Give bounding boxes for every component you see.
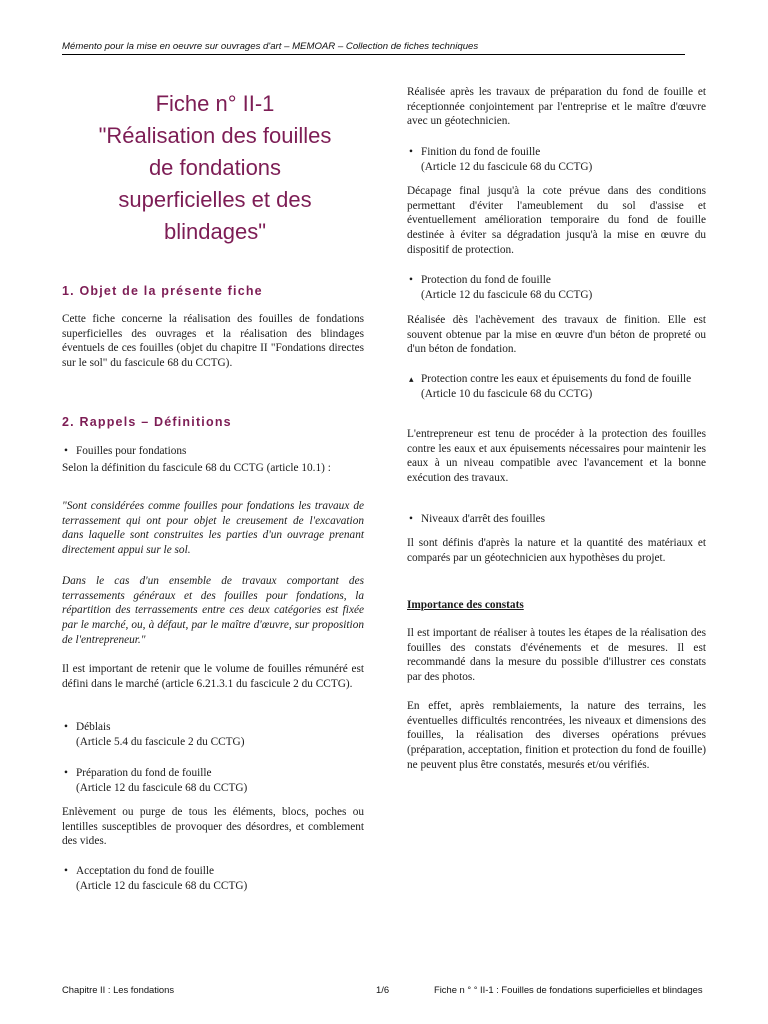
bullet-acceptation-title: Acceptation du fond de fouille bbox=[76, 865, 215, 877]
bullet-niveaux bbox=[407, 512, 706, 527]
bullet-preparation-title: Préparation du fond de fouille bbox=[76, 767, 212, 779]
title-line-5: blindages" bbox=[164, 219, 266, 244]
bullet-acceptation bbox=[62, 864, 364, 893]
bullet-icon: • bbox=[409, 146, 413, 158]
niveaux-paragraph: Il sont définis d'après la nature et la quantité des matériaux et comparés par un géotechnicien aux hypothèses du projet. bbox=[407, 537, 706, 564]
title-line-4: superficielles et des bbox=[118, 187, 312, 212]
acceptation-paragraph: Réalisée après les travaux de préparation du fond de fouille et réceptionnée conjointement par l'entreprise et le maître d'œuvre avec un géotechnicien. bbox=[407, 86, 706, 128]
bullet-icon: • bbox=[64, 767, 68, 779]
bullet-fouilles-label: Fouilles pour fondations bbox=[76, 445, 187, 457]
bullet-preparation bbox=[62, 766, 364, 795]
bullet-protection-ref: (Article 12 du fascicule 68 du CCTG) bbox=[421, 288, 593, 301]
definition-quote-2: Dans le cas d'un ensemble de travaux comportant des terrassements généraux et des fouilles pour fondations, la répartition des terrassements entre ces deux catégories est fixée par le marché, ou, à défaut, par le maître d'œuvre, sur proposition de l'entrepreneur." bbox=[62, 575, 364, 646]
bullet-finition bbox=[407, 145, 706, 174]
constats-heading: Importance des constats bbox=[407, 599, 524, 611]
title-line-3: de fondations bbox=[148, 155, 282, 180]
definition-quote-1: "Sont considérées comme fouilles pour fondations les travaux de terrassement qui ont pour objet le creusement de l'excavation dans laquelle sont construites les parties d'un ouvrage prenant directement appui sur le sol. bbox=[62, 500, 364, 557]
bullet-eaux bbox=[407, 372, 706, 401]
finition-paragraph: Décapage final jusqu'à la cote prévue dans des conditions permettant d'éviter l'ameublement du sol d'assise et éventuellement amélioration temporaire du fond de fouille destinée à éviter sa dégradation jusqu'à la mise en œuvre du dispositif de protection. bbox=[407, 185, 706, 256]
bullet-protection-title: Protection du fond de fouille bbox=[421, 274, 551, 286]
title-line-2: "Réalisation des fouilles bbox=[98, 123, 332, 148]
constats-paragraph-1: Il est important de réaliser à toutes les étapes de la réalisation des fouilles des constats d'événements et de mesures. Il est recommandé dans la mesure du possible d'illustrer ces constats par des photos. bbox=[407, 627, 706, 684]
footer-page-number: 1/6 bbox=[376, 984, 390, 995]
volume-paragraph: Il est important de retenir que le volume de fouilles rémunéré est défini dans le marché (article 6.21.3.1 du fascicule 2 du CCTG). bbox=[62, 663, 364, 690]
page-title bbox=[70, 88, 360, 248]
bullet-icon: • bbox=[64, 445, 68, 457]
bullet-deblais-title: Déblais bbox=[76, 721, 111, 733]
bullet-icon: • bbox=[64, 865, 68, 877]
bullet-icon: • bbox=[409, 274, 413, 286]
section-1-paragraph: Cette fiche concerne la réalisation des fouilles de fondations superficielles des ouvrages et la réalisation des blindages éventuels de ces fouilles (objet du chapitre II "Fondations directes sur le sol" du fascicule 68 du CCTG). bbox=[62, 313, 364, 370]
title-line-1: Fiche n° II-1 bbox=[155, 91, 275, 116]
protection-paragraph: Réalisée dès l'achèvement des travaux de finition. Elle est souvent obtenue par la mise en œuvre d'un béton de propreté ou d'un béton de fondation. bbox=[407, 314, 706, 356]
bullet-acceptation-ref: (Article 12 du fascicule 68 du CCTG) bbox=[76, 879, 248, 892]
bullet-finition-title: Finition du fond de fouille bbox=[421, 146, 541, 158]
footer-fiche-title: Fiche n ° ° II-1 : Fouilles de fondations superficielles et blindages bbox=[434, 984, 703, 995]
bullet-eaux-title: Protection contre les eaux et épuisements du fond de fouille bbox=[421, 373, 692, 385]
bullet-icon: • bbox=[409, 513, 413, 525]
footer-chapter: Chapitre II : Les fondations bbox=[62, 984, 175, 995]
bullet-eaux-ref: (Article 10 du fascicule 68 du CCTG) bbox=[421, 387, 593, 400]
section-2-heading: 2. Rappels – Définitions bbox=[62, 415, 232, 429]
page-header: Mémento pour la mise en oeuvre sur ouvrages d'art – MEMOAR – Collection de fiches techniques bbox=[62, 41, 685, 55]
bullet-deblais-ref: (Article 5.4 du fascicule 2 du CCTG) bbox=[76, 735, 245, 748]
preparation-paragraph: Enlèvement ou purge de tous les éléments, blocs, poches ou lentilles susceptibles de provoquer des désordres, et comblement des vides. bbox=[62, 806, 364, 848]
bullet-niveaux-title: Niveaux d'arrêt des fouilles bbox=[421, 513, 546, 525]
bullet-preparation-ref: (Article 12 du fascicule 68 du CCTG) bbox=[76, 781, 248, 794]
constats-paragraph-2: En effet, après remblaiements, la nature des terrains, les éventuelles difficultés rencontrées, les niveaux et dimensions des fouilles, la réalisation des diverses opérations prévues (préparation, acceptation, finition et protection du fond de fouille) ne peuvent plus être constatés, mesurés et/ou vérifiés. bbox=[407, 700, 706, 771]
bullet-icon: • bbox=[64, 721, 68, 733]
eaux-paragraph: L'entrepreneur est tenu de procéder à la protection des fouilles contre les eaux et aux épuisements nécessaires pour maintenir les eaux à un niveau compatible avec l'avancement et la bonne exécution des travaux. bbox=[407, 428, 706, 485]
section-1-heading: 1. Objet de la présente fiche bbox=[62, 284, 263, 298]
bullet-finition-ref: (Article 12 du fascicule 68 du CCTG) bbox=[421, 160, 593, 173]
triangle-bullet-icon: ▴ bbox=[409, 374, 414, 384]
bullet-fouilles bbox=[62, 444, 364, 459]
definition-intro: Selon la définition du fascicule 68 du CCTG (article 10.1) : bbox=[62, 462, 331, 474]
bullet-protection bbox=[407, 273, 706, 302]
bullet-deblais bbox=[62, 720, 364, 749]
